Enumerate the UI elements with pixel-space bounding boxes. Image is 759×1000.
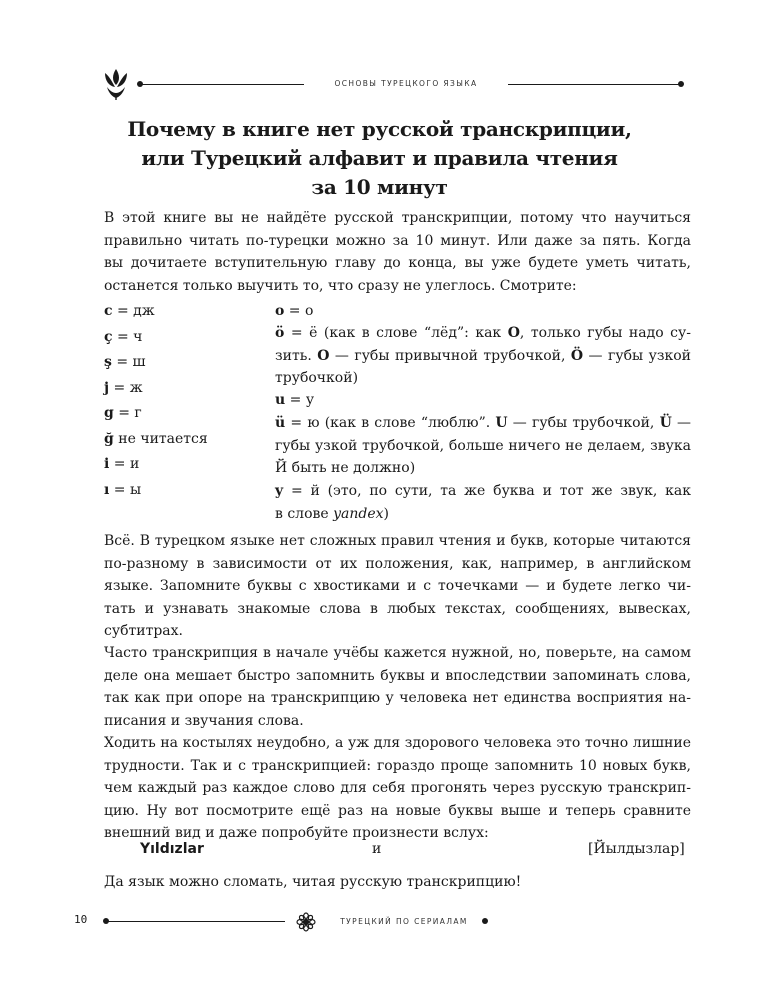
text-run: в слове xyxy=(275,505,334,522)
turkish-letter: U xyxy=(495,415,508,431)
turkish-letter: c xyxy=(104,303,113,319)
letter-row-c-cedilla xyxy=(104,326,208,349)
body-paragraph xyxy=(104,642,691,732)
letter-sound: = о xyxy=(284,303,314,319)
text-line: правильно читать по-турецки можно за 10 минут. Или даже за пять. Когда xyxy=(104,232,691,249)
text-line: останется только выучить то, что сразу не улеглось. Смотрите: xyxy=(104,277,577,294)
turkish-letter: j xyxy=(104,379,110,396)
example-conjunction: и xyxy=(372,841,382,857)
turkish-letter: y xyxy=(275,483,284,499)
page-number: 10 xyxy=(74,913,88,926)
text-run: — губы трубочкой, xyxy=(507,415,660,431)
chapter-title-line: или Турецкий алфавит и правила чтения xyxy=(141,146,618,170)
text-run: = ё (как в слове “лёд”: как xyxy=(284,325,508,341)
text-line: трудности. Так и с транскрипцией: гораздо проще запомнить 10 новых букв, xyxy=(104,757,691,774)
letter-sound: = ы xyxy=(109,481,142,498)
text-run: — xyxy=(671,415,691,431)
text-line: цию. Ну вот посмотрите ещё раз на новые буквы выше и теперь сравните xyxy=(104,802,691,819)
text-run: = й (это, по сути, та же буква и тот же звук, как xyxy=(283,483,691,499)
letter-sound: = у xyxy=(285,392,315,408)
turkish-letter: g xyxy=(104,405,114,421)
turkish-letter: ö xyxy=(275,325,285,341)
letters-left-column xyxy=(104,300,208,501)
example-latin-word: Yıldızlar xyxy=(140,841,204,857)
closing-line xyxy=(104,871,691,894)
turkish-letter: u xyxy=(275,392,286,408)
turkish-letter: o xyxy=(275,303,285,319)
text-line: Часто транскрипция в начале учёбы кажется нужной, но, поверьте, на самом xyxy=(104,645,691,661)
letter-row-c xyxy=(104,300,208,323)
text-line: языке. Запомните буквы с хвостиками и с точечками — и будете легко чи- xyxy=(104,578,691,594)
text-run: — губы узкой xyxy=(583,347,691,364)
text-line: Всё. В турецком языке нет сложных правил чтения и букв, которые читаются xyxy=(104,533,691,549)
header-rule-right xyxy=(508,84,680,85)
text-run: зить. xyxy=(275,347,318,364)
text-line: трубочкой) xyxy=(275,370,359,386)
text-line: вы дочитаете вступительную главу до конца, вы уже будете уметь читать, xyxy=(104,255,691,271)
letter-row-j xyxy=(104,377,208,400)
text-line: по-разному в зависимости от их положения, как, например, в английском xyxy=(104,555,691,572)
letter-entry-u-umlaut xyxy=(275,412,691,480)
flower-ornament-icon xyxy=(296,912,316,932)
letter-row-g-breve xyxy=(104,428,208,451)
example-cyrillic-transcription: [Йылдызлар] xyxy=(588,841,685,857)
header-rule-left xyxy=(141,84,304,85)
text-line: Й быть не должно) xyxy=(275,460,416,476)
text-run: = ю (как в слове “люблю”. xyxy=(285,415,496,431)
body-paragraph xyxy=(104,530,691,643)
turkish-letter: O xyxy=(507,325,520,341)
letter-entry-u xyxy=(275,389,691,412)
letter-row-i xyxy=(104,453,208,476)
chapter-title-line: Почему в книге нет русской транскрипции, xyxy=(127,117,632,141)
text-run: ) xyxy=(383,505,390,522)
letter-sound: = ж xyxy=(109,379,143,396)
text-line: писания и звучания слова. xyxy=(104,712,304,729)
letter-sound: = дж xyxy=(112,303,155,319)
text-run: — губы привычной трубочкой, xyxy=(329,347,571,364)
text-line: губы узкой трубочкой, больше ничего не делаем, звука xyxy=(275,437,691,454)
letter-sound: = г xyxy=(113,405,142,421)
text-line: субтитрах. xyxy=(104,623,183,639)
body-paragraph xyxy=(104,732,691,845)
intro-paragraph xyxy=(104,207,691,297)
turkish-letter: Ö xyxy=(570,347,584,364)
footer-rule-dot-right xyxy=(482,918,488,924)
turkish-letter: ç xyxy=(104,328,113,345)
text-line: Да язык можно сломать, читая русскую транскрипцию! xyxy=(104,874,522,890)
letter-row-dotless-i xyxy=(104,479,208,502)
text-line: чем каждый раз каждое слово для себя прогонять через русскую транскрип- xyxy=(104,780,691,796)
letter-sound: не читается xyxy=(113,430,208,447)
letter-entry-y xyxy=(275,480,691,525)
footer-rule-left xyxy=(107,921,285,922)
text-line: В этой книге вы не найдёте русской транскрипции, потому что научиться xyxy=(104,210,691,226)
italic-word: yandex xyxy=(333,505,384,522)
letter-sound: = ш xyxy=(111,354,146,370)
letter-sound: = ч xyxy=(112,328,143,345)
turkish-letter: i xyxy=(104,456,110,472)
turkish-letter: ü xyxy=(275,415,286,431)
letter-sound: = и xyxy=(109,456,140,472)
text-run: , только губы надо су- xyxy=(519,325,691,341)
letter-entry-o-umlaut xyxy=(275,322,691,390)
tulip-logo-icon xyxy=(101,67,131,101)
turkish-letter: ğ xyxy=(104,430,114,447)
chapter-title-line: за 10 минут xyxy=(311,175,448,199)
turkish-letter: ı xyxy=(104,481,110,498)
running-head: ОСНОВЫ ТУРЕЦКОГО ЯЗЫКА xyxy=(334,79,478,88)
chapter-title xyxy=(90,115,669,202)
header-rule-dot-right xyxy=(678,81,684,87)
letter-row-s-cedilla xyxy=(104,351,208,374)
letter-entry-o xyxy=(275,300,691,323)
turkish-letter: O xyxy=(317,347,330,364)
text-line: так как при опоре на транскрипцию у человека нет единства восприятия на- xyxy=(104,690,691,706)
turkish-letter: ş xyxy=(104,354,112,370)
text-line: Ходить на костылях неудобно, а уж для здорового человека это точно лишние xyxy=(104,735,691,751)
turkish-letter: Ü xyxy=(659,415,672,431)
text-line: внешний вид и даже попробуйте произнести вслух: xyxy=(104,825,489,841)
text-line: деле она мешает быстро запомнить буквы и впоследствии запоминать слова, xyxy=(104,667,691,684)
letter-row-g xyxy=(104,402,208,425)
text-line: тать и узнавать знакомые слова в любых текстах, сообщениях, вывесках, xyxy=(104,600,691,617)
running-foot: ТУРЕЦКИЙ ПО СЕРИАЛАМ xyxy=(340,917,468,926)
